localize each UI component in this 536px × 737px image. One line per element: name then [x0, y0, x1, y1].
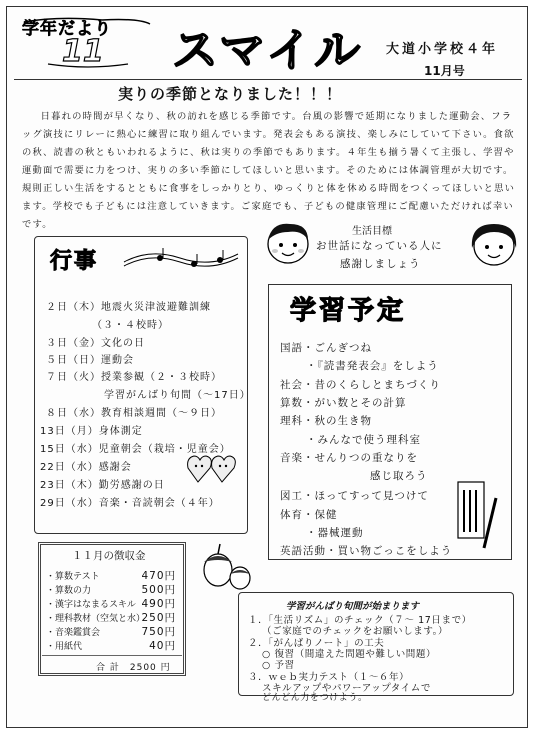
- effort-line: ○ 予習: [262, 660, 295, 671]
- fee-amount: 470円: [141, 570, 176, 582]
- event-item: 学習がんばり旬間（～17日）: [104, 390, 251, 401]
- life-goal-line-1: お世話になっている人に: [316, 240, 443, 252]
- event-item: ７日（火）授業参観（２・３校時）: [46, 372, 222, 383]
- woodcarving-tools-icon: [454, 478, 504, 550]
- life-goal-label: 生活目標: [352, 226, 392, 237]
- issue-month: 11月号: [424, 64, 465, 78]
- fee-name: ・理科教材（空気と水）: [46, 614, 146, 624]
- study-item: 社会・昔のくらしとまちづくり: [280, 379, 441, 391]
- acorn-icon: [196, 536, 256, 592]
- event-item: 22日（水）感謝会: [40, 462, 132, 473]
- fee-name: ・用紙代: [46, 642, 83, 652]
- event-item: 13日（月）身体測定: [40, 426, 143, 437]
- effort-line: １．「生活リズム」のチェック（７～ 17日まで）: [248, 615, 472, 626]
- fee-name: ・音楽鑑賞会: [46, 628, 101, 638]
- boy-face-icon: [258, 218, 316, 266]
- fee-amount: 500円: [141, 584, 176, 596]
- fee-name: ・漢字はなまるスキル: [46, 600, 136, 610]
- effort-line: ３．ｗｅｂ実力テスト（１～６年）: [248, 672, 410, 683]
- effort-line: （ご家庭でのチェックをお願いします。）: [262, 626, 449, 637]
- newsletter-title: スマイル: [172, 23, 363, 77]
- life-goal-line-2: 感謝しましょう: [340, 258, 421, 270]
- fee-amount: 40円: [149, 640, 176, 652]
- event-item: ８日（水）教育相談週間（～９日）: [46, 408, 222, 419]
- newsletter-logo-text: 学年だより: [22, 19, 112, 39]
- fee-amount: 750円: [141, 626, 176, 638]
- event-item: ５日（日）運動会: [46, 355, 134, 366]
- study-item: 算数・がい数とその計算: [280, 397, 407, 409]
- heart-characters-icon: [186, 450, 236, 486]
- effort-line: スキルアップやパワーアップタイムで: [262, 683, 431, 694]
- study-item: 音楽・せんりつの重なりを: [280, 452, 418, 464]
- fee-name: ・算数の力: [46, 586, 92, 596]
- schedule-title: 行事: [50, 249, 99, 274]
- fees-title: １１月の徴収金: [72, 550, 146, 562]
- event-item: 23日（木）勤労感謝の日: [40, 480, 165, 491]
- event-item: （３・４校時）: [92, 320, 169, 331]
- event-item: 29日（水）音楽・音読朝会（４年）: [40, 498, 220, 509]
- study-item: 英語活動・買い物ごっこをしよう: [280, 545, 453, 557]
- study-item: 図工・ほってすって見つけて: [280, 490, 429, 502]
- fees-divider: [42, 655, 182, 656]
- header-divider: [14, 79, 522, 80]
- issue-number: 11: [62, 34, 104, 69]
- study-item: ・器械運動: [306, 527, 364, 539]
- event-item: 15日（水）児童朝会（栽培・児童会）: [40, 444, 231, 455]
- study-item: 理科・秋の生き物: [280, 415, 372, 427]
- fee-name: ・算数テスト: [46, 572, 100, 582]
- fee-amount: 250円: [141, 612, 176, 624]
- headline: 実りの季節となりました！！！: [118, 85, 343, 103]
- school-name: 大道小学校４年: [386, 42, 499, 57]
- study-plan-title: 学習予定: [290, 296, 407, 326]
- fee-amount: 490円: [141, 598, 176, 610]
- study-item: 体育・保健: [280, 509, 338, 521]
- effort-line: ２．「がんばりノート」の工夫: [248, 638, 385, 649]
- event-item: ３日（金）文化の日: [46, 338, 145, 349]
- intro-paragraph: 日暮れの時間が早くなり、秋の訪れを感じる季節です。台風の影響で延期になりました運動会、フラッグ演技にリレーに熱心に練習に取り組んでいます。発表会もある演技、楽しみにしていて下さい。食欲の秋、読書の秋ともいわれるように、秋は実りの季節でもあります。４年生も揃う暑くて主張し、学習や運動面で需要に力をつけ、実りの多い季節にしてほしいと思います。そのためには体調管理が大切です。規則正しい生活をするとともに食事をしっかりとり、ゆっくりと体を休める時間をつくってほしいと思います。学校でも子どもには注意していきます。ご家庭でも、子どもの健康管理にご配慮いただければ幸いです。: [22, 111, 516, 230]
- effort-period-title: 学習がんばり旬間が始まります: [286, 601, 420, 612]
- study-item: 感じ取ろう: [370, 470, 428, 482]
- effort-line: どんどん力をつけよう。: [262, 693, 368, 703]
- music-notes-icon: [120, 244, 242, 274]
- study-item: ・『読書発表会』をしよう: [306, 360, 439, 372]
- event-item: ２日（木）地震火災津波避難訓練: [46, 302, 211, 313]
- study-item: 国語・ごんぎつね: [280, 342, 372, 354]
- effort-line: ○ 復習（間違えた問題や難しい問題）: [262, 649, 437, 660]
- girl-face-icon: [466, 218, 524, 270]
- study-item: ・みんなで使う理科室: [306, 434, 421, 446]
- fees-total: 合 計 2500 円: [96, 663, 171, 673]
